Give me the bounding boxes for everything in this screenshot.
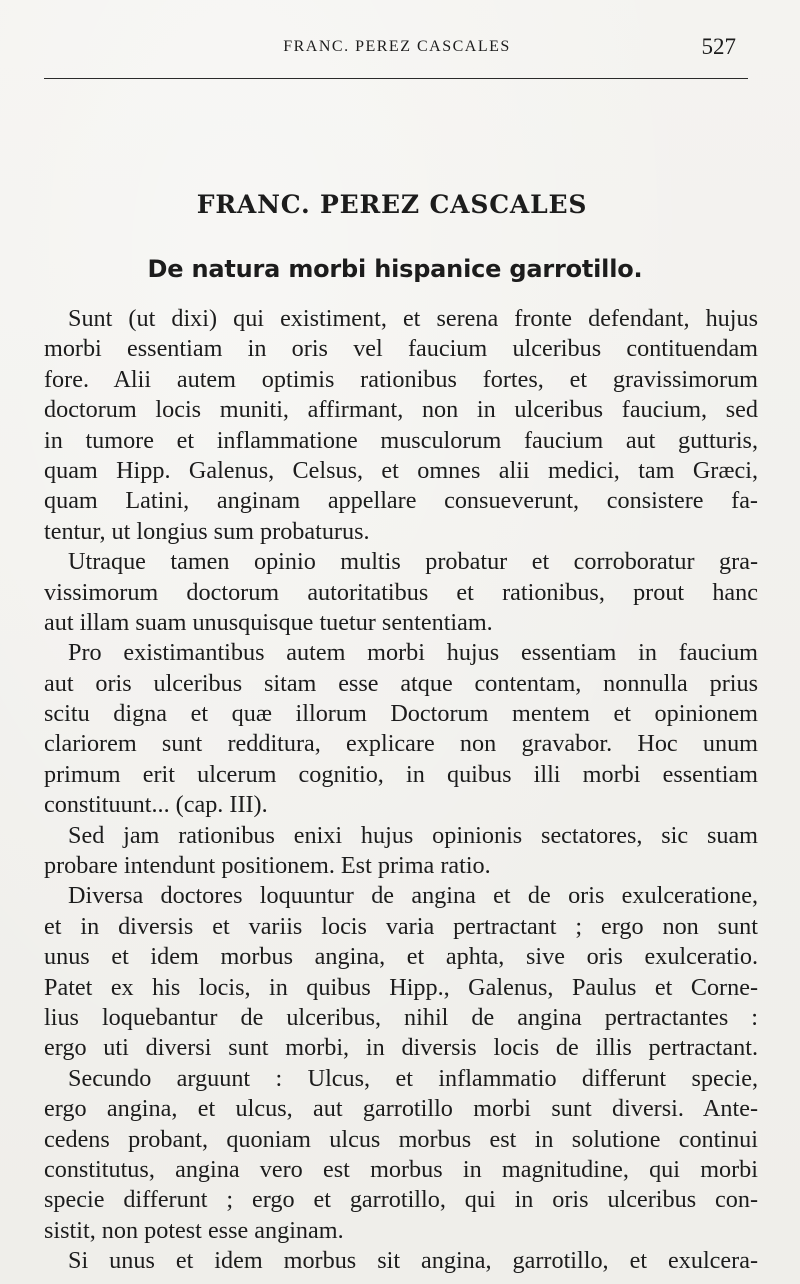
text-line: ergo uti diversi sunt morbi, in diversis locis de illis pertractant.: [44, 1034, 758, 1062]
text-line: clariorem sunt redditura, explicare non gravabor. Hoc unum: [44, 730, 758, 758]
text-line: cedens probant, quoniam ulcus morbus est in solutione continui: [44, 1125, 758, 1153]
text-line: unus et idem morbus angina, et aphta, sive oris exulceratio.: [44, 943, 758, 971]
text-line: specie differunt ; ergo et garrotillo, qui in oris ulceribus con-: [44, 1186, 758, 1214]
text-line: Sunt (ut dixi) qui existiment, et serena fronte defendant, hujus: [68, 305, 758, 332]
text-line: aut illam suam unusquisque tuetur sententiam.: [44, 608, 493, 636]
text-line: quam Latini, anginam appellare consueverunt, consistere fa-: [44, 487, 758, 515]
text-line: in tumore et inflammatione musculorum faucium aut gutturis,: [44, 426, 758, 454]
running-header: [44, 36, 750, 60]
header-rule: [44, 78, 748, 79]
body-text: [44, 304, 758, 1277]
text-line: Utraque tamen opinio multis probatur et corroboratur gra-: [68, 548, 758, 576]
text-line: Si unus et idem morbus sit angina, garrotillo, et exulcera-: [68, 1247, 758, 1275]
text-line: ergo angina, et ulcus, aut garrotillo morbi sunt diversi. Ante-: [44, 1095, 758, 1123]
text-line: sistit, non potest esse anginam.: [44, 1216, 344, 1244]
text-line: fore. Alii autem optimis rationibus fortes, et gravissimorum: [44, 365, 758, 393]
text-line: constituunt... (cap. III).: [44, 791, 268, 819]
chapter-title: FRANC. PEREZ CASCALES: [196, 190, 588, 219]
text-line: primum erit ulcerum cognitio, in quibus illi morbi essentiam: [44, 760, 758, 788]
page-number: 527: [701, 34, 736, 59]
text-line: constitutus, angina vero est morbus in magnitudine, qui morbi: [44, 1155, 758, 1183]
text-line: vissimorum doctorum autoritatibus et rationibus, prout hanc: [44, 578, 758, 606]
text-line: quam Hipp. Galenus, Celsus, et omnes alii medici, tam Græci,: [44, 456, 758, 484]
text-line: Secundo arguunt : Ulcus, et inflammatio differunt specie,: [68, 1064, 758, 1092]
text-line: lius loquebantur de ulceribus, nihil de angina pertractantes :: [44, 1003, 758, 1031]
text-line: probare intendunt positionem. Est prima ratio.: [44, 852, 491, 880]
text-line: morbi essentiam in oris vel faucium ulceribus contituendam: [44, 335, 758, 363]
text-line: aut oris ulceribus sitam esse atque contentam, nonnulla prius: [44, 669, 758, 697]
text-line: Patet ex his locis, in quibus Hipp., Galenus, Paulus et Corne-: [44, 973, 758, 1001]
text-line: Diversa doctores loquuntur de angina et de oris exulceratione,: [68, 882, 758, 910]
text-line: doctorum locis muniti, affirmant, non in ulceribus faucium, sed: [44, 396, 758, 424]
text-line: scitu digna et quæ illorum Doctorum mentem et opinionem: [44, 700, 758, 728]
text-line: et in diversis et variis locis varia pertractant ; ergo non sunt: [44, 912, 758, 940]
chapter-subtitle: De natura morbi hispanice garrotillo.: [147, 255, 643, 283]
text-line: Sed jam rationibus enixi hujus opinionis sectatores, sic suam: [68, 821, 758, 849]
text-line: Pro existimantibus autem morbi hujus essentiam in faucium: [68, 639, 758, 667]
running-title: FRANC. PEREZ CASCALES: [283, 38, 511, 55]
text-line: tentur, ut longius sum probaturus.: [44, 517, 370, 545]
